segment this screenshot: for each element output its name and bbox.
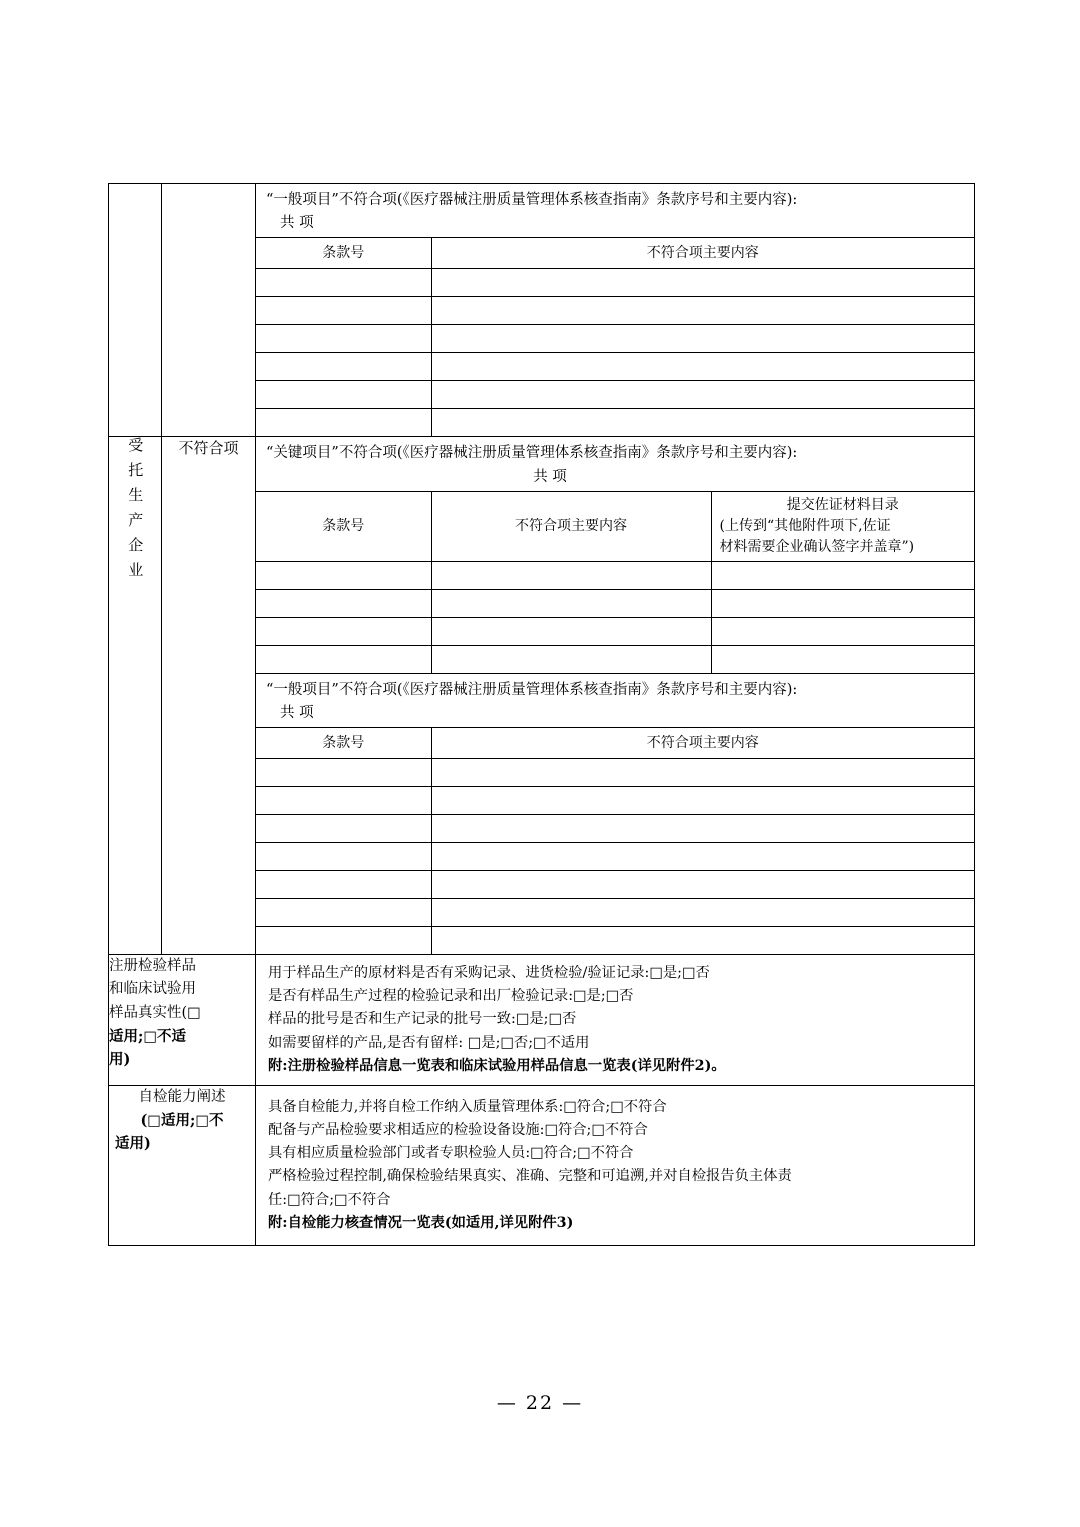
general-items-subtable: [256, 727, 974, 954]
table-row[interactable]: [256, 927, 974, 955]
cell-clause[interactable]: [256, 617, 431, 645]
sample-line-2[interactable]: 是否有样品生产过程的检验记录和出厂检验记录:□是;□否: [268, 988, 634, 1005]
col-header-clause: 条款号: [256, 491, 431, 561]
key-items-heading-line1: “关键项目”不符合项(《医疗器械注册质量管理体系核查指南》条款序号和主要内容):: [266, 445, 798, 462]
general-items-top-subtable: [256, 237, 974, 436]
cell-content[interactable]: [431, 589, 711, 617]
self-line-3[interactable]: 具有相应质量检验部门或者专职检验人员:□符合;□不符合: [268, 1145, 634, 1162]
table-row[interactable]: [256, 589, 974, 617]
cell-clause[interactable]: [256, 787, 431, 815]
entrusted-nonconformity-cell: [256, 437, 975, 955]
self-line-1[interactable]: 具备自检能力,并将自检工作纳入质量管理体系:□符合;□不符合: [268, 1098, 667, 1115]
col-header-evidence: [711, 491, 974, 561]
table-row[interactable]: [256, 381, 974, 409]
sample-label-line3: 样品真实性(□: [109, 1004, 201, 1021]
row-label-sample-authenticity: [109, 955, 256, 1086]
cell-clause[interactable]: [256, 325, 431, 353]
cell-clause[interactable]: [256, 381, 431, 409]
self-inspection-lines: [256, 1086, 974, 1245]
general-items-heading-line1: “一般项目”不符合项(《医疗器械注册质量管理体系核查指南》条款序号和主要内容):: [266, 681, 798, 698]
table-row[interactable]: [256, 409, 974, 437]
col-header-content: 不符合项主要内容: [431, 238, 974, 269]
table-row[interactable]: [256, 269, 974, 297]
general-items-top-heading-line2: 共 项: [280, 215, 314, 232]
self-label-line1: 自检能力阐述: [138, 1088, 226, 1105]
table-header-row: [256, 728, 974, 759]
cell-content[interactable]: [431, 297, 974, 325]
table-row: [109, 437, 975, 955]
col-header-evidence-line3: 材料需要企业确认签字并盖章”): [719, 538, 915, 555]
cell-content[interactable]: [431, 325, 974, 353]
cell-content[interactable]: [431, 759, 974, 787]
table-row[interactable]: [256, 899, 974, 927]
col-header-evidence-line2: (上传到“其他附件项下,佐证: [719, 517, 891, 534]
cell-evidence[interactable]: [711, 589, 974, 617]
cell-evidence[interactable]: [711, 645, 974, 673]
self-inspection-content: [256, 1085, 975, 1245]
table-row[interactable]: [256, 815, 974, 843]
table-row[interactable]: [256, 787, 974, 815]
cell-content[interactable]: [431, 871, 974, 899]
cell-clause[interactable]: [256, 269, 431, 297]
general-items-heading: [256, 674, 974, 727]
table-row[interactable]: [256, 297, 974, 325]
general-items-heading-line2: 共 项: [280, 704, 314, 721]
sub-label-placeholder-top: [162, 184, 256, 437]
cell-content[interactable]: [431, 927, 974, 955]
self-line-4[interactable]: 严格检验过程控制,确保检验结果真实、准确、完整和可追溯,并对自检报告负主体责: [268, 1168, 792, 1185]
table-header-row: [256, 491, 974, 561]
cell-clause[interactable]: [256, 871, 431, 899]
sample-line-1[interactable]: 用于样品生产的原材料是否有采购记录、进货检验/验证记录:□是;□否: [268, 965, 710, 982]
table-row: [109, 955, 975, 1086]
cell-clause[interactable]: [256, 815, 431, 843]
cell-content[interactable]: [431, 409, 974, 437]
table-row[interactable]: [256, 843, 974, 871]
general-items-top-heading-line1: “一般项目”不符合项(《医疗器械注册质量管理体系核查指南》条款序号和主要内容):: [266, 192, 798, 208]
table-row: [109, 184, 975, 437]
inspection-form-table: [108, 183, 975, 1246]
cell-content[interactable]: [431, 269, 974, 297]
col-header-clause: 条款号: [256, 238, 431, 269]
cell-clause[interactable]: [256, 561, 431, 589]
col-header-content: 不符合项主要内容: [431, 491, 711, 561]
cell-evidence[interactable]: [711, 617, 974, 645]
table-row[interactable]: [256, 325, 974, 353]
table-row[interactable]: [256, 645, 974, 673]
col-header-clause: 条款号: [256, 728, 431, 759]
sample-authenticity-lines: [256, 955, 974, 1085]
sample-label-line1: 注册检验样品: [109, 958, 196, 975]
row-sublabel-nonconformity: 不符合项: [162, 437, 256, 955]
cell-clause[interactable]: [256, 645, 431, 673]
col-header-evidence-line1: 提交佐证材料目录: [786, 496, 899, 513]
table-row[interactable]: [256, 353, 974, 381]
cell-content[interactable]: [431, 899, 974, 927]
key-items-heading-line2: 共 项: [533, 468, 567, 485]
page-number: — 22 —: [496, 1392, 584, 1414]
self-line-2[interactable]: 配备与产品检验要求相适应的检验设备设施:□符合;□不符合: [268, 1122, 648, 1139]
general-items-top-heading: [256, 184, 974, 237]
cell-clause[interactable]: [256, 589, 431, 617]
sample-label-line5: 用): [109, 1050, 131, 1068]
cell-content[interactable]: [431, 381, 974, 409]
sample-line-3[interactable]: 样品的批号是否和生产记录的批号一致:□是;□否: [268, 1011, 577, 1028]
table-row[interactable]: [256, 871, 974, 899]
table-row[interactable]: [256, 617, 974, 645]
table-header-row: [256, 238, 974, 269]
sample-label-line2: 和临床试验用: [109, 981, 196, 998]
cell-clause[interactable]: [256, 409, 431, 437]
row-label-entrusted-manufacturer: [109, 437, 162, 955]
row-label-entrusted-manufacturer-text: 受托生产企业: [126, 437, 145, 588]
cell-clause[interactable]: [256, 297, 431, 325]
cell-content[interactable]: [431, 645, 711, 673]
cell-content[interactable]: [431, 617, 711, 645]
cell-content[interactable]: [431, 787, 974, 815]
sample-label-line4: 适用;□不适: [109, 1027, 187, 1045]
sample-authenticity-content: [256, 955, 975, 1086]
cell-clause[interactable]: [256, 899, 431, 927]
cell-content[interactable]: [431, 353, 974, 381]
table-row[interactable]: [256, 759, 974, 787]
row-label-self-inspection: [109, 1085, 256, 1245]
sample-attachment-note: 附:注册检验样品信息一览表和临床试验用样品信息一览表(详见附件2)。: [268, 1057, 726, 1074]
cell-clause[interactable]: [256, 759, 431, 787]
key-items-heading: [256, 437, 974, 490]
cell-clause[interactable]: [256, 927, 431, 955]
cell-content[interactable]: [431, 815, 974, 843]
cell-content[interactable]: [431, 843, 974, 871]
general-items-top-cell: [256, 184, 975, 437]
table-row: [109, 1085, 975, 1245]
self-label-line3: 适用): [115, 1135, 151, 1153]
key-items-subtable: [256, 491, 974, 674]
self-line-5[interactable]: 任:□符合;□不符合: [268, 1191, 391, 1208]
col-header-content: 不符合项主要内容: [431, 728, 974, 759]
cell-evidence[interactable]: [711, 561, 974, 589]
self-attachment-note: 附:自检能力核查情况一览表(如适用,详见附件3): [268, 1214, 574, 1231]
cell-content[interactable]: [431, 561, 711, 589]
self-label-line2: (□适用;□不: [140, 1112, 224, 1130]
cell-clause[interactable]: [256, 353, 431, 381]
cell-clause[interactable]: [256, 843, 431, 871]
table-row[interactable]: [256, 561, 974, 589]
sample-line-4[interactable]: 如需要留样的产品,是否有留样: □是;□否;□不适用: [268, 1034, 590, 1051]
vertical-label-placeholder-top: [109, 184, 162, 437]
